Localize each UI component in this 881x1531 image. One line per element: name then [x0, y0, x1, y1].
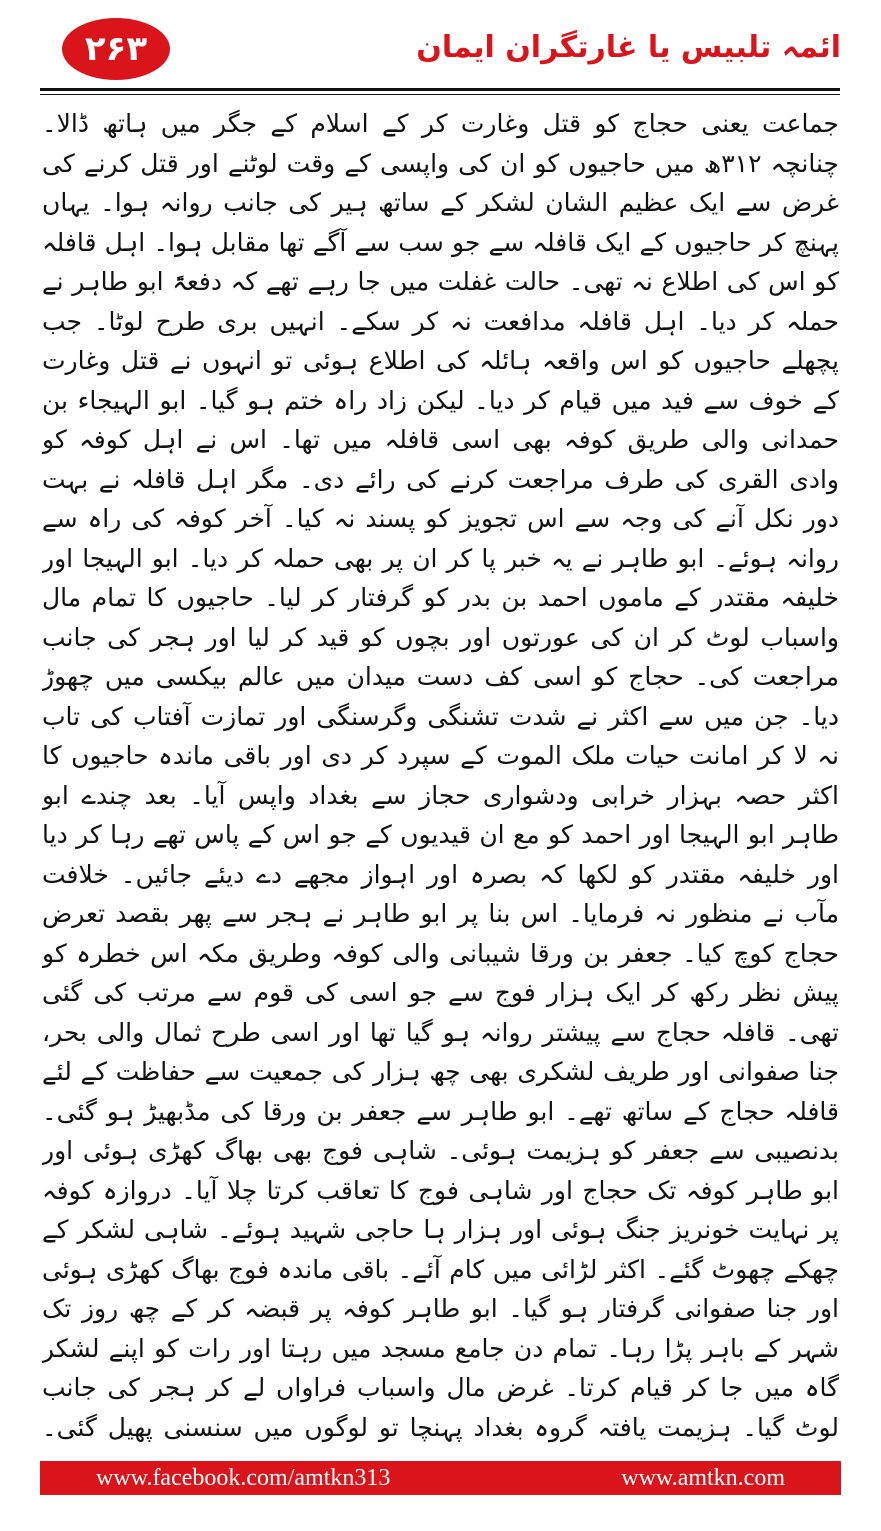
footer-facebook-link[interactable]: www.facebook.com/amtkn313 [96, 1464, 391, 1491]
page-number: ۲۶۳ [84, 29, 148, 69]
page-header [0, 0, 881, 100]
header-rule-thin [40, 94, 840, 95]
page-footer [40, 1461, 841, 1495]
page-number-badge [62, 18, 170, 80]
footer-website-link[interactable]: www.amtkn.com [621, 1464, 785, 1491]
running-title: ائمہ تلبیس یا غارتگران ایمان [416, 30, 841, 65]
header-rule-thick [40, 88, 840, 91]
body-paragraph: جماعت یعنی حجاج کو قتل وغارت کر کے اسلام کے جگر میں ہاتھ ڈالا۔ چنانچہ ۳۱۲ھ میں حاجیوں کو ان کی واپسی کے وقت لوٹنے اور قتل کرنے کی غرض سے ایک عظیم الشان لشکر کے ساتھ ہیر کی جانب روانہ ہوا۔ یہاں پہنچ کر حاجیوں کے ایک قافلہ سے جو سب سے آگے تھا مقابل ہوا۔ اہل قافلہ کو اس کی اطلاع نہ تھی۔ حالت غفلت میں جا رہے تھے کہ دفعۃً ابو طاہر نے حملہ کر دیا۔ اہل قافلہ مدافعت نہ کر سکے۔ انہیں بری طرح لوٹا۔ جب پچھلے حاجیوں کو اس واقعہ ہائلہ کی اطلاع ہوئی تو انہوں نے قتل وغارت کے خوف سے فید میں قیام کر دیا۔ لیکن زاد راہ ختم ہو گیا۔ ابو الہیجاء بن حمدانی والی طریق کوفہ بھی اسی قافلہ میں تھا۔ اس نے اہل کوفہ کو وادی القری کی طرف مراجعت کرنے کی رائے دی۔ مگر اہل قافلہ نے بہت دور نکل آنے کی وجہ سے اس تجویز کو پسند نہ کیا۔ آخر کوفہ کی راہ سے روانہ ہوئے۔ ابو طاہر نے یہ خبر پا کر ان پر بھی حملہ کر دیا۔ ابو الہیجا اور خلیفہ مقتدر کے ماموں احمد بن بدر کو گرفتار کر لیا۔ حاجیوں کا تمام مال واسباب لوٹ کر ان کی عورتوں اور بچوں کو قید کر لیا اور ہجر کی جانب مراجعت کی۔ حجاج کو اسی کف دست میدان میں عالم بیکسی میں چھوڑ دیا۔ جن میں سے اکثر نے شدت تشنگی وگرسنگی اور تمازت آفتاب کی تاب نہ لا کر امانت حیات ملک الموت کے سپرد کر دی اور باقی ماندہ حاجیوں کا اکثر حصہ بہزار خرابی ودشواری حجاز سے بغداد واپس آیا۔ بعد چندے ابو طاہر ابو الہیجا اور احمد کو مع ان قیدیوں کے جو اس کے پاس تھے رہا کر دیا اور خلیفہ مقتدر کو لکھا کہ بصرہ اور اہواز مجھے دے دیئے جائیں۔ خلافت مآب نے منظور نہ فرمایا۔ اس بنا پر ابو طاہر نے ہجر سے پھر بقصد تعرض حجاج کوچ کیا۔ جعفر بن ورقا شیبانی والی کوفہ وطریق مکہ اس خطرہ کو پیش نظر رکھ کر ایک ہزار فوج سے جو اسی کی قوم سے مرتب کی گئی تھی۔ قافلہ حجاج سے پیشتر روانہ ہو گیا تھا اور اسی طرح ثمال والی بحر، جنا صفوانی اور طریف لشکری بھی چھ ہزار کی جمعیت سے حفاظت کے لئے قافلہ حجاج کے ساتھ تھے۔ ابو طاہر سے جعفر بن ورقا کی مڈبھیڑ ہو گئی۔ بدنصیبی سے جعفر کو ہزیمت ہوئی۔ شاہی فوج بھی بھاگ کھڑی ہوئی اور ابو طاہر کوفہ تک حجاج اور شاہی فوج کا تعاقب کرتا چلا آیا۔ دروازہ کوفہ پر نہایت خونریز جنگ ہوئی اور ہزار ہا حاجی شہید ہوئے۔ شاہی لشکر کے چھکے چھوٹ گئے۔ اکثر لڑائی میں کام آئے۔ باقی ماندہ فوج بھاگ کھڑی ہوئی اور جنا صفوانی گرفتار ہو گیا۔ ابو طاہر کوفہ پر قبضہ کر کے چھ روز تک شہر کے باہر پڑا رہا۔ تمام دن جامع مسجد میں رہتا اور رات کو اپنے لشکر گاہ میں جا کر قیام کرتا۔ غرض مال واسباب فراواں لے کر ہجر کی جانب لوٹ گیا۔ ہزیمت یافتہ گروہ بغداد پہنچا تو لوگوں میں سنسنی پھیل گئی۔ [42, 109, 839, 1442]
